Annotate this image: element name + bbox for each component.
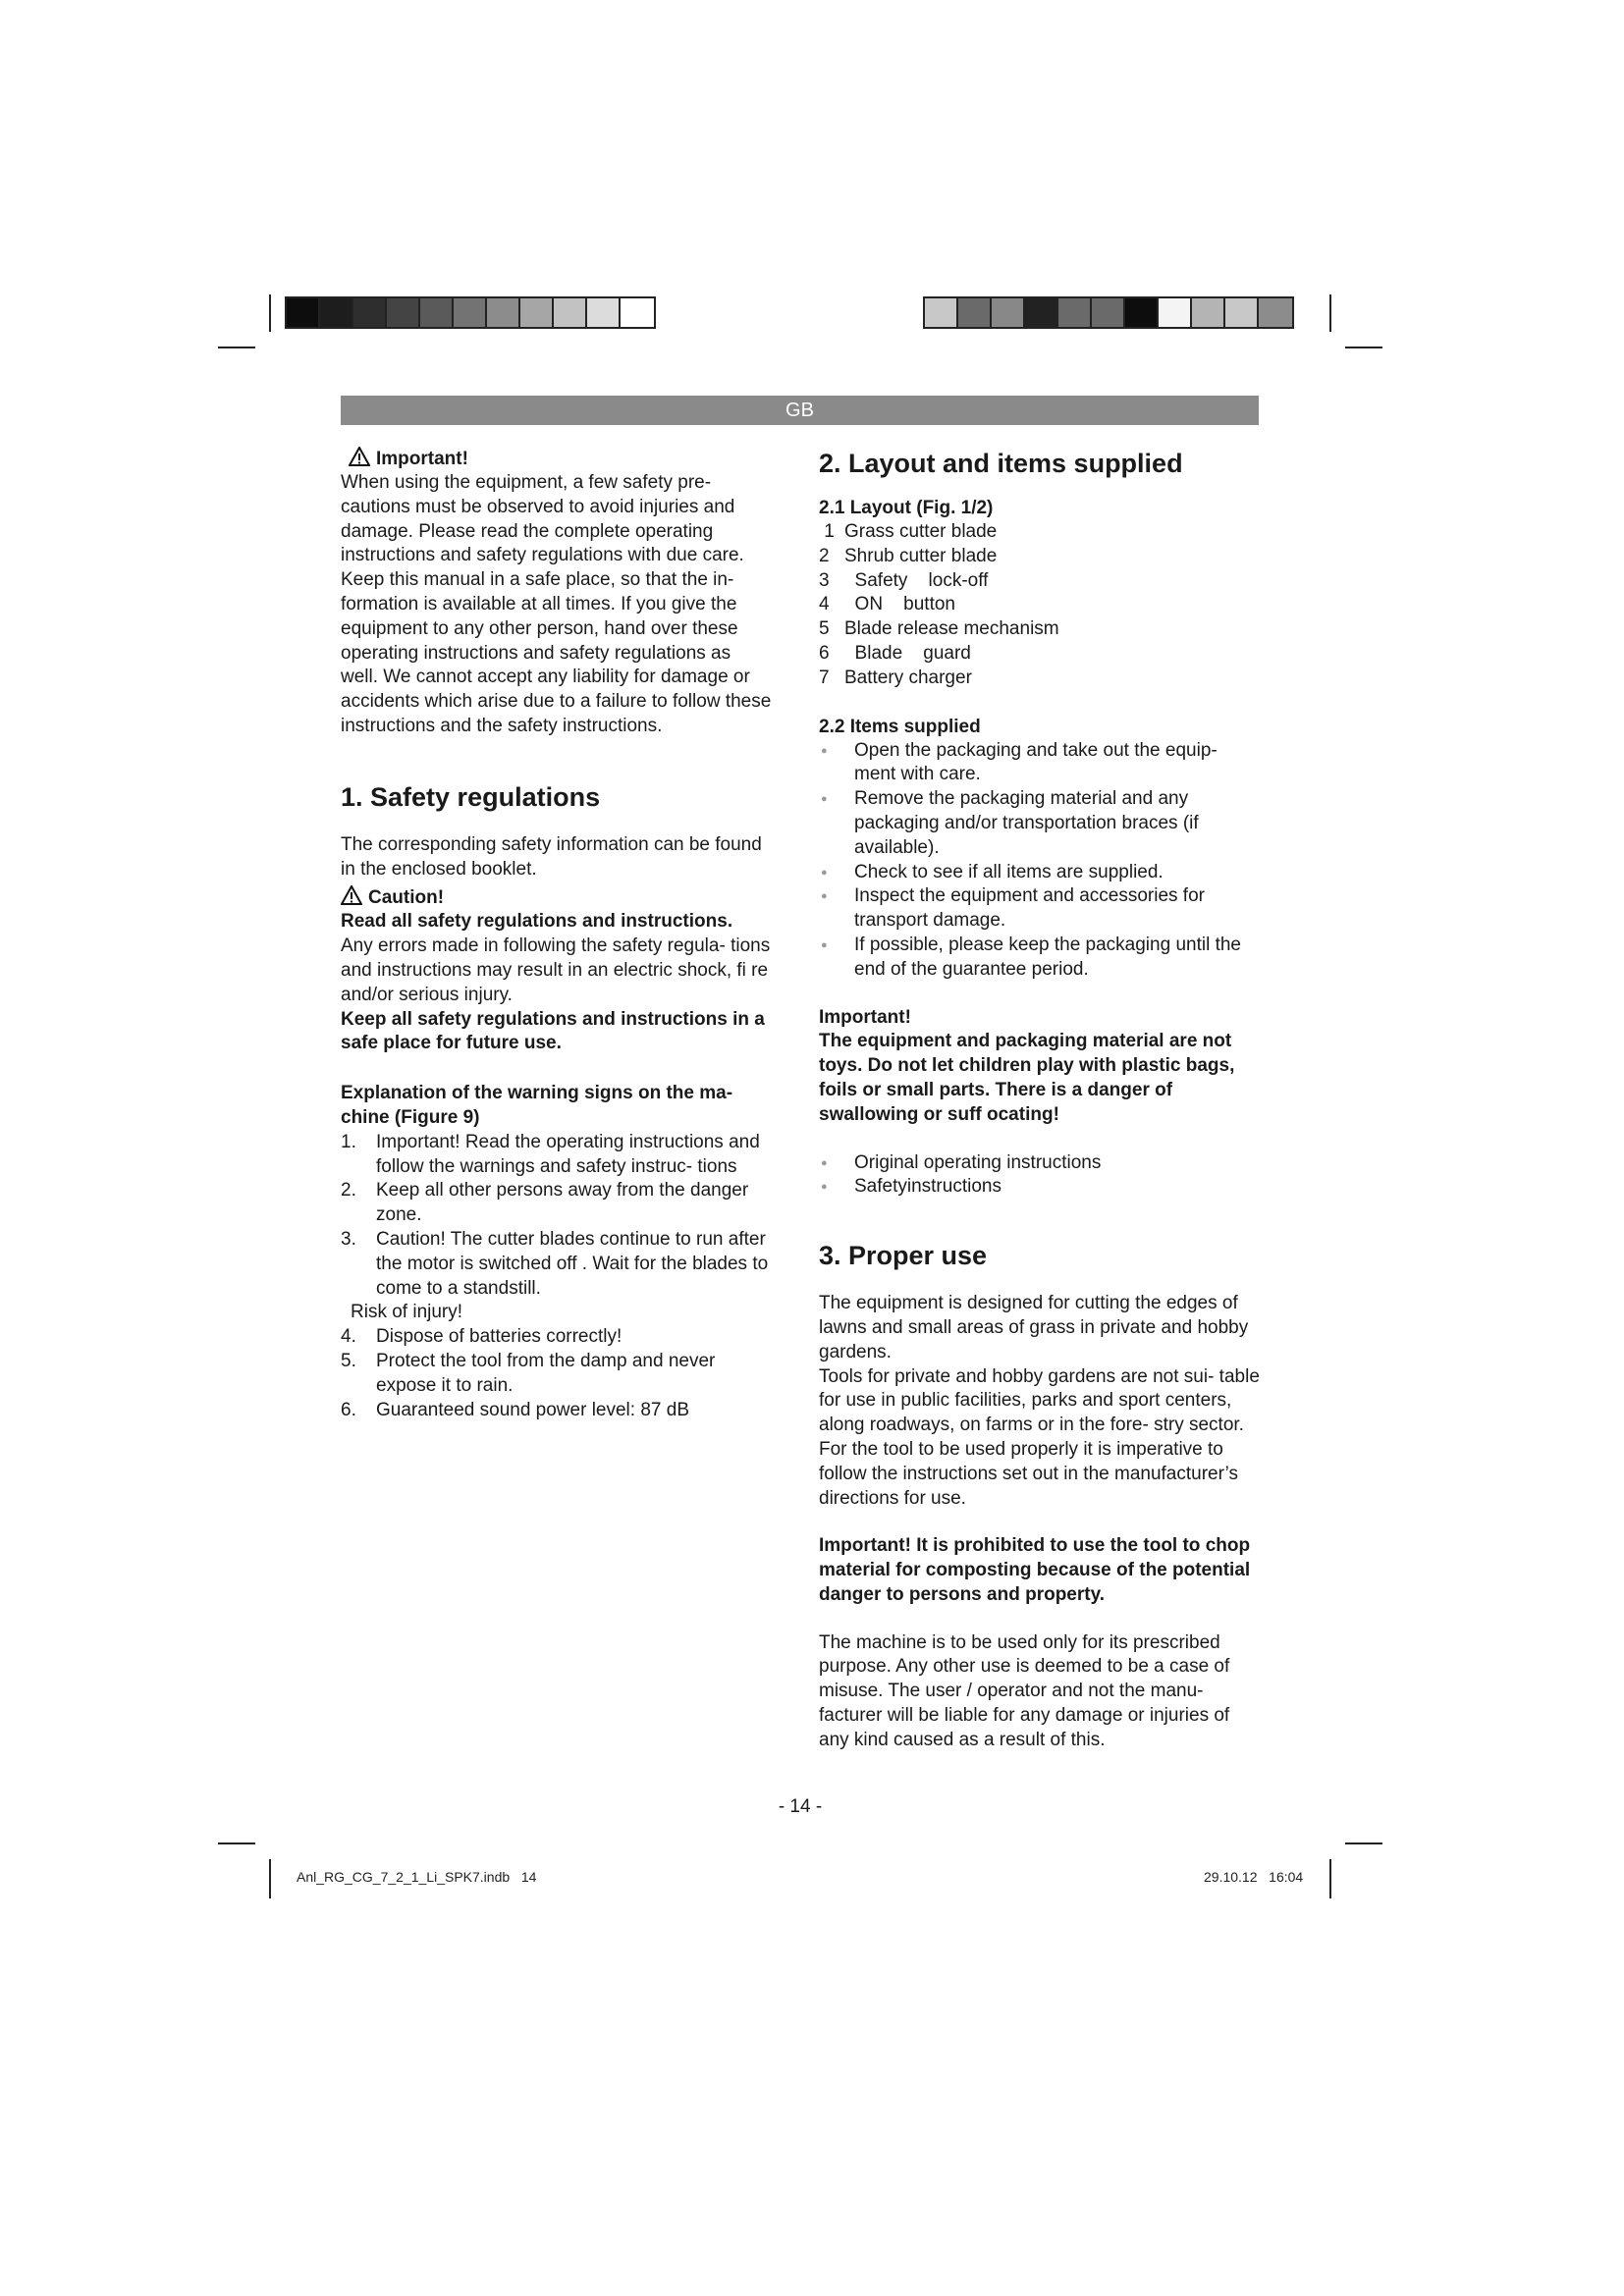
color-patch (1159, 298, 1192, 327)
bullet-item: ● Safetyinstructions (819, 1175, 1261, 1200)
color-patch (1092, 298, 1125, 327)
footer-date: 29.10.12 16:04 (1204, 1869, 1304, 1885)
layout-item-label: Battery charger (844, 667, 972, 688)
warning-triangle-icon (349, 447, 370, 466)
layout-item-number: 7 (819, 667, 830, 688)
caution-title: Caution! (368, 887, 445, 909)
list-item-text: Risk of injury! (351, 1302, 463, 1323)
color-control-strip-left (285, 296, 656, 329)
layout-item (819, 642, 1261, 667)
proper-use-p3: The machine is to be used only for its prescribed purpose. Any other use is deemed to be a case of misuse. The user / operator and not the manu- facturer will be liable for any damage or injuries of any kind caused as a result of this. (819, 1631, 1230, 1750)
items-supplied-subheading: 2.2 Items supplied (819, 716, 981, 737)
color-control-strip-right (923, 296, 1294, 329)
left-column (341, 447, 773, 1422)
list-item-number: 3. (341, 1228, 356, 1250)
list-item-number: 5. (341, 1350, 356, 1371)
color-patch (387, 298, 420, 327)
items-supplied-list (819, 739, 1261, 983)
crop-mark (1329, 294, 1331, 332)
color-patch (554, 298, 587, 327)
explanation-heading: Explanation of the warning signs on the ma- chine (Figure 9) (341, 1083, 733, 1128)
layout-subheading: 2.1 Layout (Fig. 1/2) (819, 498, 994, 518)
layout-item (819, 593, 1261, 617)
important-2-body: The equipment and packaging material are not toys. Do not let children play with plastic bags, foils or small parts. There is a danger of swallowing or suff ocating! (819, 1031, 1235, 1125)
list-item (341, 1228, 773, 1301)
list-item-number: 4. (341, 1326, 356, 1348)
crop-mark (218, 1842, 255, 1844)
color-patch (520, 298, 554, 327)
layout-item-number: 2 (819, 545, 830, 566)
layout-item-number: 6 (819, 642, 830, 664)
layout-item-number: 4 (819, 594, 830, 615)
color-patch (1025, 298, 1058, 327)
crop-mark (1329, 1859, 1331, 1898)
color-patch (353, 298, 387, 327)
caution-body: Any errors made in following the safety regula- tions and instructions may result in an electric shock, fi re and/or serious injury. (341, 935, 771, 1005)
proper-use-p2: Tools for private and hobby gardens are not sui- table for use in public facilities, parks and sport centers, along roadways, on farms or in the fore- stry sector. For the tool to be used properly it is imperative to follow the instructions set out in the manufacturer’s directions for use. (819, 1365, 1260, 1509)
caution-heading (341, 885, 773, 910)
footer-file-name: Anl_RG_CG_7_2_1_Li_SPK7.indb 14 (297, 1869, 537, 1885)
color-patch (621, 298, 654, 327)
list-item-number: 2. (341, 1180, 356, 1201)
layout-item-label: Shrub cutter blade (844, 545, 998, 566)
list-item (341, 1179, 773, 1228)
list-item-text: Dispose of batteries correctly! (376, 1326, 623, 1348)
layout-item (819, 520, 1261, 545)
crop-mark (1345, 1842, 1382, 1844)
color-patch (992, 298, 1025, 327)
caution-bold-2: Keep all safety regulations and instructions in a safe place for future use. (341, 1008, 765, 1054)
crop-mark (269, 1859, 271, 1898)
color-patch (925, 298, 958, 327)
proper-use-heading: 3. Proper use (819, 1241, 988, 1271)
warning-triangle-icon (341, 885, 362, 905)
color-patch (587, 298, 621, 327)
layout-item-label: Safety lock-off (844, 569, 989, 591)
bullet-item: ● Inspect the equipment and accessories for transport damage. (819, 884, 1261, 934)
list-item (341, 1399, 773, 1423)
bullet-item: ● Remove the packaging material and any packaging and/or transportation braces (if available). (819, 787, 1261, 860)
proper-use-prohibition: Important! It is prohibited to use the tool to chop material for composting because of the potential danger to persons and property. (819, 1535, 1251, 1605)
layout-item-label: Grass cutter blade (844, 521, 998, 542)
bullet-item: ● Original operating instructions (819, 1151, 1261, 1176)
safety-intro: The corresponding safety information can be found in the enclosed booklet. (341, 833, 762, 880)
right-column (819, 447, 1261, 1753)
layout-item (819, 545, 1261, 569)
layout-item-number: 1 (819, 521, 835, 542)
color-patch (487, 298, 520, 327)
color-patch (420, 298, 454, 327)
color-patch (1259, 298, 1292, 327)
color-patch (1125, 298, 1159, 327)
warning-signs-list (341, 1131, 773, 1423)
list-item (341, 1131, 773, 1180)
important-2-title: Important! (819, 1006, 911, 1028)
layout-item (819, 617, 1261, 642)
layout-item-number: 5 (819, 618, 830, 640)
color-patch (958, 298, 992, 327)
list-item-text: Important! Read the operating instructions and follow the warnings and safety instruc- tions (376, 1131, 760, 1177)
color-patch (454, 298, 487, 327)
safety-regulations-heading: 1. Safety regulations (341, 781, 601, 812)
list-item-text: Guaranteed sound power level: 87 dB (376, 1399, 689, 1420)
caution-bold-1: Read all safety regulations and instructions. (341, 911, 733, 933)
language-banner: GB (341, 396, 1259, 425)
list-item (341, 1325, 773, 1350)
list-item-number: 1. (341, 1131, 356, 1152)
layout-list (819, 520, 1261, 691)
bullet-item: ● If possible, please keep the packaging until the end of the guarantee period. (819, 934, 1261, 983)
important-body: When using the equipment, a few safety pre- cautions must be observed to avoid injuries and damage. Please read the complete operating instructions and safety regulations with due care. Keep this manual in a safe place, so that the in- formation is available at all times. If you give the equipment to any other person, hand over these operating instructions and safety regulations as well. We cannot accept any liability for damage or accidents which arise due to a failure to follow these instructions and the safety instructions. (341, 472, 772, 736)
page-number: - 14 - (778, 1796, 823, 1817)
layout-item (819, 569, 1261, 594)
list-item-text: Keep all other persons away from the danger zone. (376, 1180, 749, 1226)
color-patch (1058, 298, 1092, 327)
layout-item-label: Blade release mechanism (844, 618, 1059, 640)
important-title: Important! (376, 449, 468, 469)
important-heading (349, 447, 773, 471)
color-patch (287, 298, 320, 327)
layout-item (819, 667, 1261, 691)
color-patch (320, 298, 353, 327)
list-item-text: Protect the tool from the damp and never expose it to rain. (376, 1350, 716, 1396)
list-item-number: 6. (341, 1399, 356, 1420)
layout-items-heading: 2. Layout and items supplied (819, 449, 1183, 478)
supplied-documents-list (819, 1151, 1261, 1201)
color-patch (1225, 298, 1259, 327)
layout-item-label: ON button (844, 594, 955, 615)
crop-mark (269, 294, 271, 332)
crop-mark (1345, 347, 1382, 348)
list-item-text: Caution! The cutter blades continue to run after the motor is switched off . Wait for the blades to come to a standstill. (376, 1228, 769, 1299)
proper-use-p1: The equipment is designed for cutting the edges of lawns and small areas of grass in private and hobby gardens. (819, 1293, 1249, 1362)
bullet-item: ● Open the packaging and take out the equip- ment with care. (819, 739, 1261, 788)
list-item (341, 1350, 773, 1399)
crop-mark (218, 347, 255, 348)
bullet-item: ● Check to see if all items are supplied. (819, 861, 1261, 885)
layout-item-label: Blade guard (844, 642, 971, 664)
color-patch (1192, 298, 1225, 327)
list-item (341, 1301, 773, 1325)
layout-item-number: 3 (819, 569, 830, 591)
